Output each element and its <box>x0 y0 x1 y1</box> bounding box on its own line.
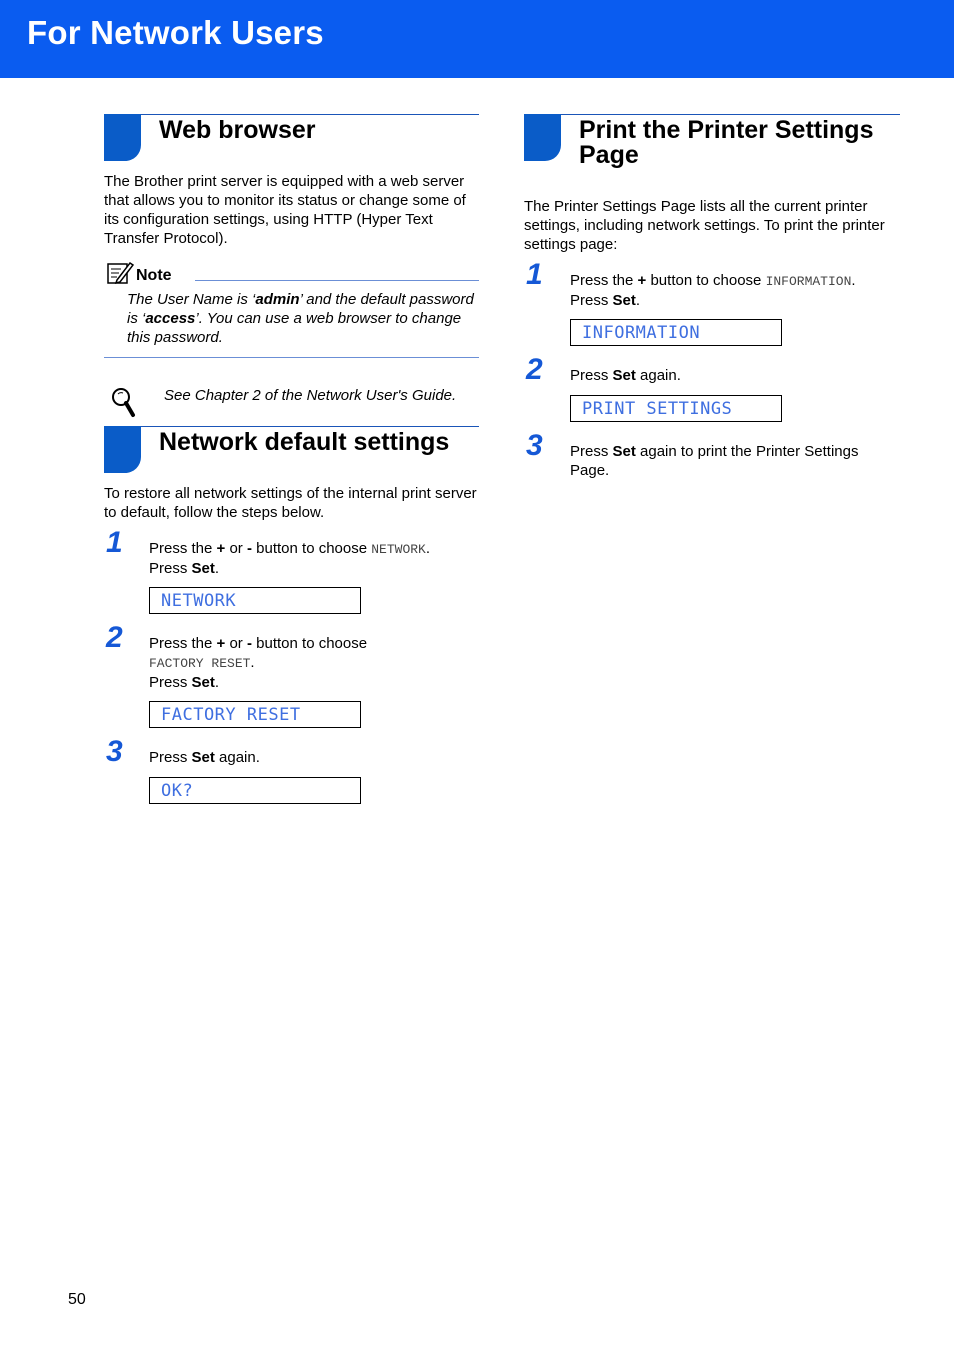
step-number: 3 <box>106 735 123 768</box>
lcd-display: NETWORK <box>149 587 361 614</box>
page-number: 50 <box>68 1291 86 1308</box>
section-tab <box>524 114 561 161</box>
note-bottom-divider <box>104 357 479 358</box>
step-number: 2 <box>526 353 543 386</box>
step-number: 1 <box>526 258 543 291</box>
lcd-display: PRINT SETTINGS <box>570 395 782 422</box>
network-default-body: To restore all network settings of the internal print server to default, follow the steps below. <box>104 485 477 521</box>
note-body: The User Name is ‘admin’ and the default password is ‘access’. You can use a web browser to change this password. <box>127 291 474 346</box>
step-text: Press the + or - button to choose NETWORK. Press Set. <box>149 540 431 577</box>
note-pencil-icon <box>106 260 134 286</box>
step-number: 1 <box>106 526 123 559</box>
section-tab <box>104 114 141 161</box>
step-text: Press Set again. <box>149 749 260 766</box>
section-title-network-default: Network default settings <box>159 428 450 456</box>
web-browser-body: The Brother print server is equipped with a web server that allows you to monitor its status or change some of its configuration settings, using HTTP (Hyper Text Transfer Protocol). <box>104 173 466 247</box>
section-title-printer-settings: Print the Printer Settings Page <box>579 116 874 169</box>
lcd-display: OK? <box>149 777 361 804</box>
printer-settings-body: The Printer Settings Page lists all the current printer settings, including network settings. To print the printer settings page: <box>524 198 885 253</box>
step-text: Press the + button to choose INFORMATION. Press Set. <box>570 272 856 309</box>
step-number: 3 <box>526 429 543 462</box>
note-divider <box>195 280 479 281</box>
note-label: Note <box>136 267 172 284</box>
step-text: Press Set again. <box>570 367 681 384</box>
step-number: 2 <box>106 621 123 654</box>
page-title: For Network Users <box>27 14 324 51</box>
section-network-default <box>104 426 479 474</box>
section-tab <box>104 426 141 473</box>
lcd-display: FACTORY RESET <box>149 701 361 728</box>
lcd-display: INFORMATION <box>570 319 782 346</box>
step-text: Press Set again to print the Printer Settings Page. <box>570 443 859 479</box>
section-web-browser <box>104 114 479 162</box>
section-title-web-browser: Web browser <box>159 116 316 144</box>
section-printer-settings <box>524 114 900 174</box>
step-text: Press the + or - button to choose FACTORY RESET. Press Set. <box>149 635 368 691</box>
magnifier-icon <box>110 386 136 418</box>
reference-text: See Chapter 2 of the Network User's Guide. <box>164 387 457 404</box>
